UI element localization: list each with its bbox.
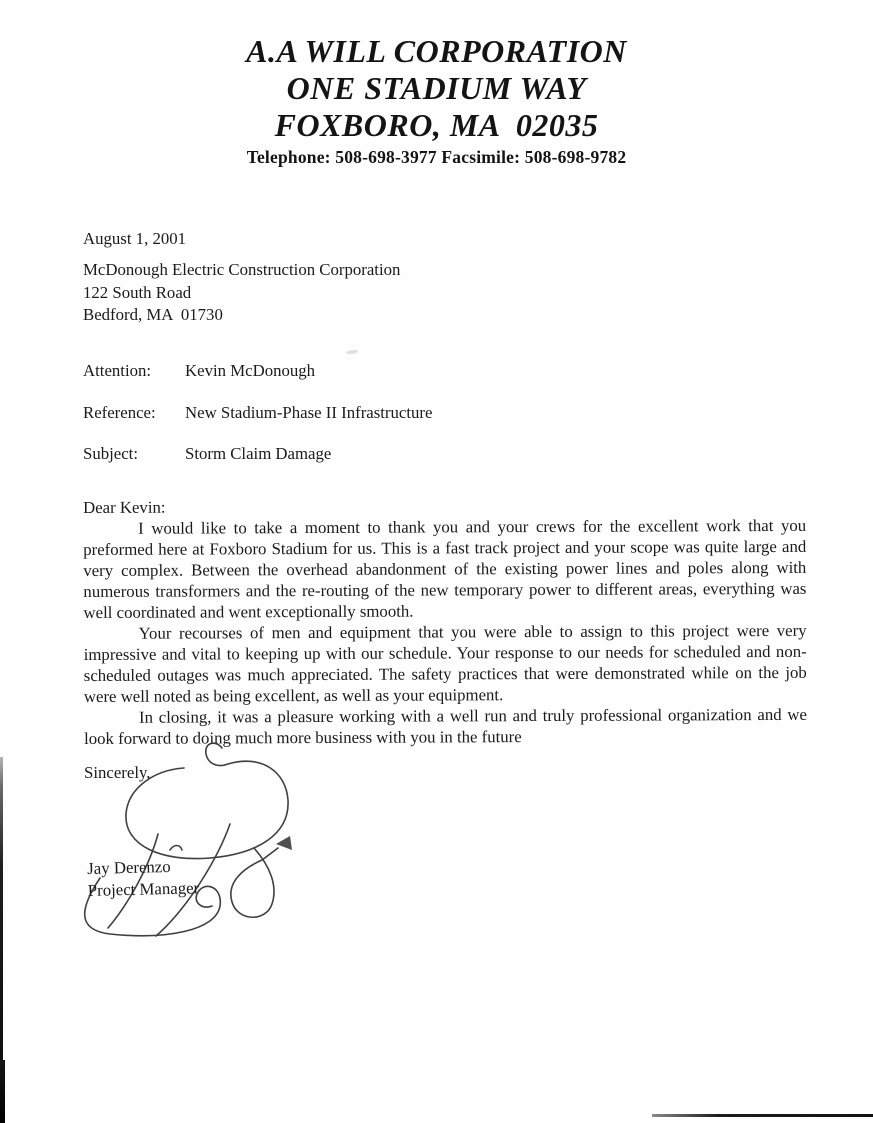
body-paragraph-3: In closing, it was a pleasure working with a well run and truly professional organization and we look forward to doing much more business with you in the future	[84, 704, 807, 748]
body-paragraph-1: I would like to take a moment to thank you and your crews for the excellent work that you preformed here at Foxboro Stadium for us. This is a fast track project and your scope was quite large and very complex. Between the overhead abandonment of the existing power lines and poles along with numerous transformers and the re-routing of the new temporary power to different areas, everything was well coordinated and went exceptionally smooth.	[83, 515, 807, 622]
subject-label: Subject:	[83, 444, 138, 463]
reference-row	[83, 402, 432, 423]
signer-name: Jay Derenzo	[87, 856, 171, 878]
signer-title: Project Manager	[87, 878, 200, 900]
attention-value: Kevin McDonough	[185, 361, 316, 380]
valediction: Sincerely,	[84, 763, 151, 782]
letter-date: August 1, 2001	[83, 229, 187, 248]
subject-value: Storm Claim Damage	[185, 444, 332, 463]
subject-row	[83, 443, 432, 464]
salutation: Dear Kevin:	[83, 497, 166, 517]
letter-body	[83, 494, 807, 749]
attention-row	[83, 360, 432, 381]
phone-fax-line: Telephone: 508-698-3977 Facsimile: 508-698-9782	[246, 147, 627, 167]
letterhead	[0, 33, 873, 167]
recipient-block	[83, 259, 400, 327]
handwritten-signature	[58, 738, 308, 948]
recipient-street: 122 South Road	[83, 282, 192, 302]
company-street: ONE STADIUM WAY	[286, 70, 587, 106]
reference-label: Reference:	[83, 402, 156, 422]
attention-label: Attention:	[83, 361, 152, 380]
recipient-city-state-zip: Bedford, MA 01730	[83, 305, 223, 324]
signer-block	[87, 855, 199, 902]
scan-edge-artifact-left-foot	[0, 1060, 5, 1123]
scan-smudge-artifact	[346, 349, 358, 355]
recipient-name: McDonough Electric Construction Corporation	[83, 260, 401, 279]
reference-block	[83, 360, 432, 485]
scan-edge-artifact-bottom	[652, 1114, 873, 1117]
company-city-state-zip: FOXBORO, MA 02035	[274, 107, 599, 143]
reference-value: New Stadium-Phase II Infrastructure	[185, 402, 433, 422]
company-name: A.A WILL CORPORATION	[246, 33, 627, 69]
body-paragraph-2: Your recourses of men and equipment that you were able to assign to this project were very impressive and vital to keeping up with our schedule. Your response to our needs for scheduled and non-scheduled outages was much appreciated. The safety practices that were demonstrated while on the job were well noted as being excellent, as well as your equipment.	[83, 620, 807, 706]
